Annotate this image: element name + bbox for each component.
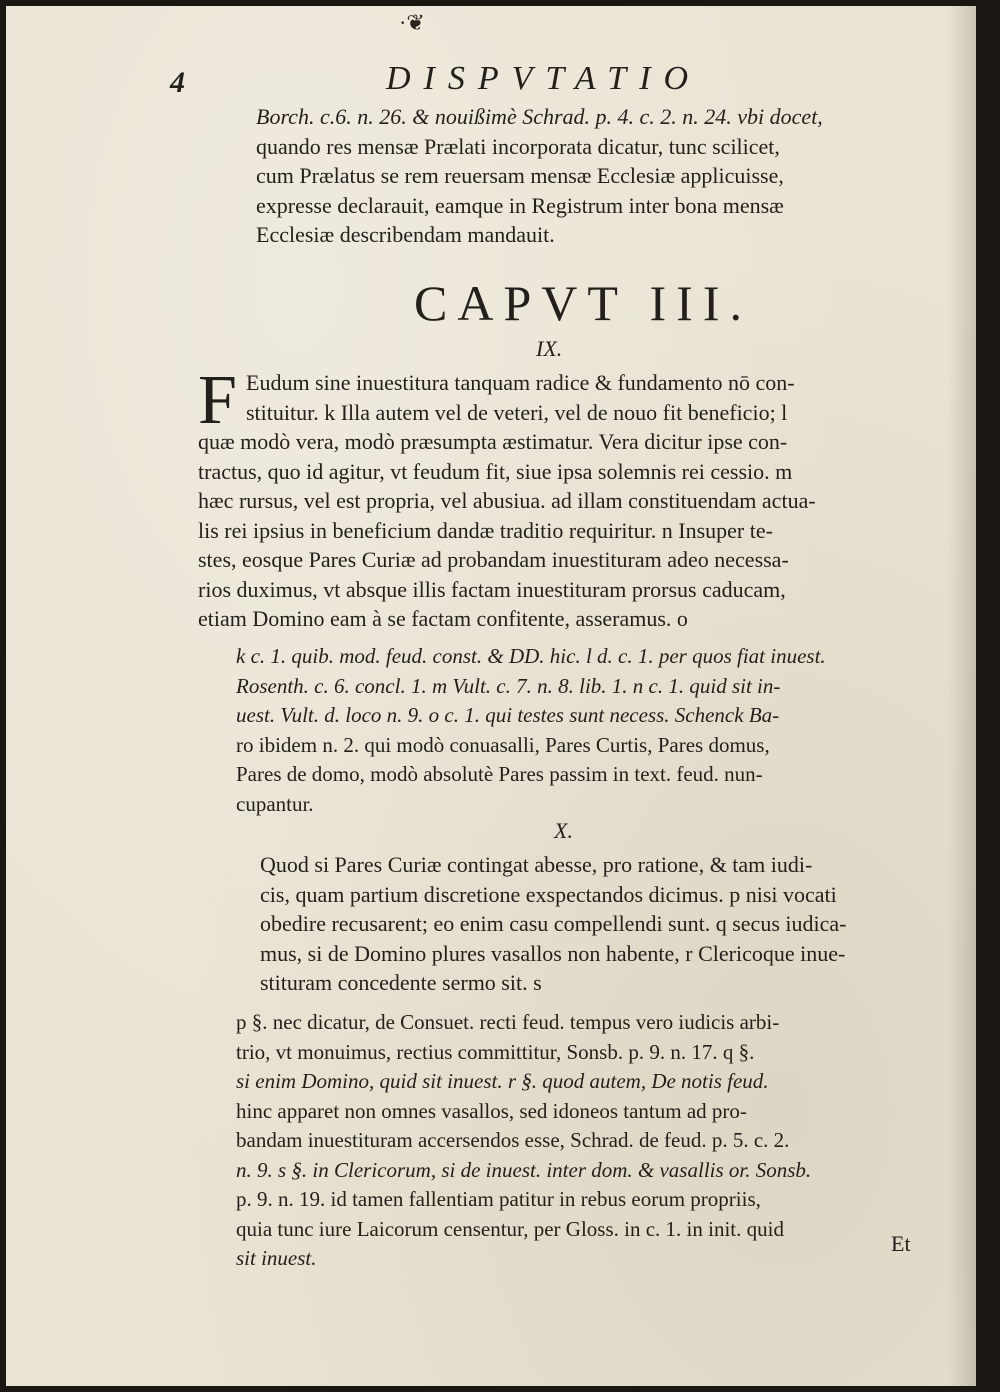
text-line: rios duximus, vt absque illis factam inuestituram prorsus caducam, <box>198 576 786 602</box>
header-ornament: ·❦ <box>399 10 425 35</box>
catchword: Et <box>891 1231 911 1256</box>
chapter-title: CAPVT III. <box>414 275 752 331</box>
text-line: etiam Domino eam à se factam confitente, asseramus. o <box>198 606 688 631</box>
text-line: cum Prælatus se rem reuersam mensæ Ecclesiæ applicuisse, <box>256 163 784 188</box>
footnote-line: si enim Domino, quid sit inuest. r §. quod autem, De notis feud. <box>236 1069 769 1093</box>
text-line: stituram concedente sermo sit. s <box>260 970 542 995</box>
text-line: tractus, quo id agitur, vt feudum fit, siue ipsa solemnis rei cessio. m <box>198 458 793 484</box>
footnote-line: p. 9. n. 19. id tamen fallentiam patitur in rebus eorum propriis, <box>236 1187 761 1211</box>
book-page <box>6 6 976 1386</box>
text-line: hæc rursus, vel est propria, vel abusiua. ad illam constituendam actua- <box>198 488 816 513</box>
footnote-line: trio, vt monuimus, rectius committitur, Sonsb. p. 9. n. 17. q §. <box>236 1039 755 1064</box>
text-line: lis rei ipsius in beneficium dandæ traditio requiritur. n Insuper te- <box>198 517 773 543</box>
footnote-line: hinc apparet non omnes vasallos, sed idoneos tantum ad pro- <box>236 1098 747 1123</box>
text-line: obedire recusarent; eo enim casu compellendi sunt. q secus iudica- <box>260 911 847 936</box>
footnote-line: p §. nec dicatur, de Consuet. recti feud. tempus vero iudicis arbi- <box>236 1010 780 1034</box>
text-line: Ecclesiæ describendam mandauit. <box>256 222 555 247</box>
text-line: Quod si Pares Curiæ contingat abesse, pro ratione, & tam iudi- <box>260 852 813 877</box>
section-number-x: X. <box>554 818 573 843</box>
footnote-line: Pares de domo, modò absolutè Pares passim in text. feud. nun- <box>236 762 763 786</box>
text-line: stes, eosque Pares Curiæ ad probandam inuestituram adeo necessa- <box>198 547 789 572</box>
text-line: quæ modò vera, modò præsumpta æstimatur. Vera dicitur ipse con- <box>198 429 788 454</box>
text-line: cis, quam partium discretione exspectandos dicimus. p nisi vocati <box>260 881 837 907</box>
footnotes-x <box>236 1008 936 1274</box>
text-line: Eudum sine inuestitura tanquam radice & fundamento nō con- <box>246 370 795 395</box>
paragraph-ix <box>198 362 938 634</box>
footnote-line: bandam inuestituram accersendos esse, Schrad. de feud. p. 5. c. 2. <box>236 1128 790 1152</box>
page-edge-shadow <box>948 6 976 1386</box>
footnote-line: ro ibidem n. 2. qui modò conuasalli, Pares Curtis, Pares domus, <box>236 732 770 757</box>
paragraph-x <box>260 850 936 998</box>
page-number: 4 <box>170 66 185 99</box>
running-head: DISPVTATIO <box>386 60 702 97</box>
text-line: mus, si de Domino plures vasallos non habente, r Clericoque inue- <box>260 940 846 966</box>
footnote-line: cupantur. <box>236 791 314 816</box>
footnote-line: Rosenth. c. 6. concl. 1. m Vult. c. 7. n. 8. lib. 1. n c. 1. quid sit in- <box>236 673 781 698</box>
footnotes-ix <box>236 642 936 819</box>
footnote-line: uest. Vult. d. loco n. 9. o c. 1. qui testes sunt necess. Schenck Ba- <box>236 703 780 727</box>
text-line: expresse declarauit, eamque in Registrum inter bona mensæ <box>256 192 784 218</box>
footnote-line: k c. 1. quib. mod. feud. const. & DD. hic. l d. c. 1. per quos fiat inuest. <box>236 644 826 668</box>
section-number-ix: IX. <box>536 336 563 361</box>
drop-cap: F <box>198 362 237 439</box>
footnote-line: quia tunc iure Laicorum censentur, per Gloss. in c. 1. in init. quid <box>236 1216 784 1241</box>
text-line: Borch. c.6. n. 26. & nouißimè Schrad. p. 4. c. 2. n. 24. vbi docet, <box>256 104 823 129</box>
footnote-line: sit inuest. <box>236 1246 317 1270</box>
text-line: quando res mensæ Prælati incorporata dicatur, tunc scilicet, <box>256 133 780 159</box>
footnote-line: n. 9. s §. in Clericorum, si de inuest. inter dom. & vasallis or. Sonsb. <box>236 1157 812 1182</box>
intro-paragraph <box>256 102 936 250</box>
text-line: stituitur. k Illa autem vel de veteri, vel de nouo fit beneficio; l <box>246 399 788 425</box>
